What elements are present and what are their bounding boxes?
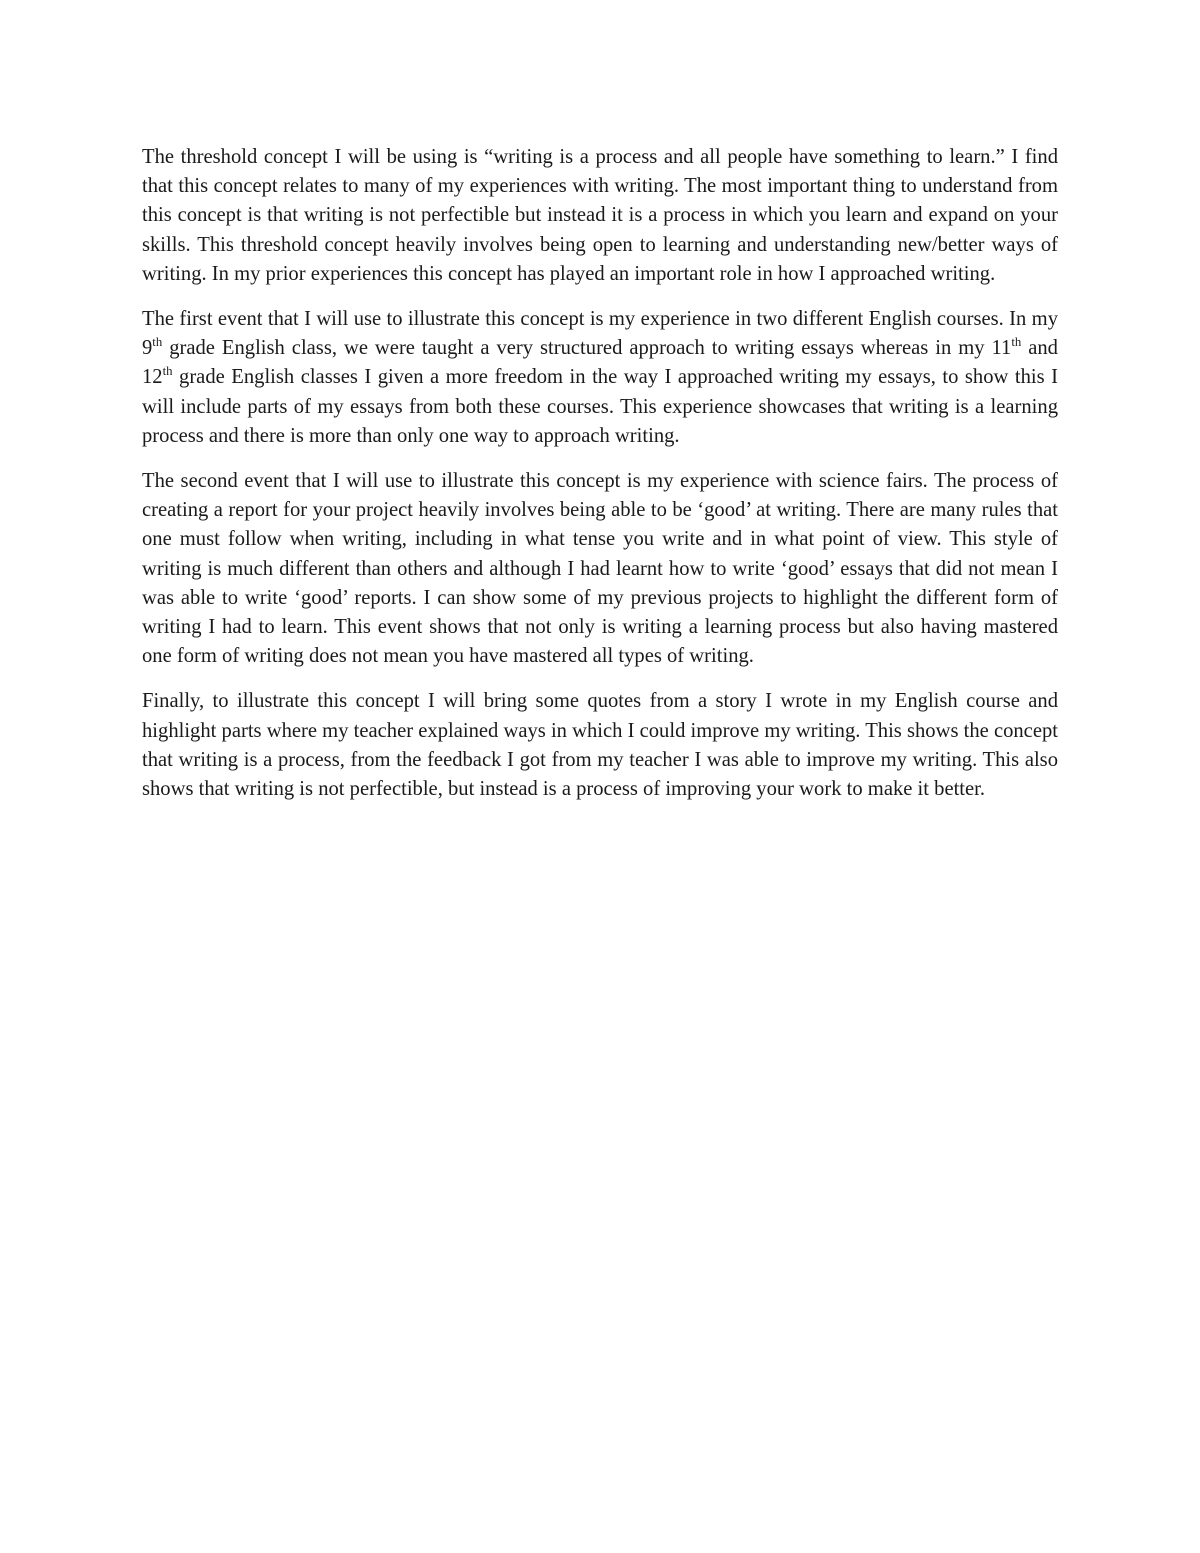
document-body [142, 143, 1058, 820]
ordinal-suffix: th [152, 334, 163, 349]
paragraph-text: grade English classes I given a more freedom in the way I approached writing my essays, to show this I will include parts of my essays from both these courses. This experience showcases that writing is a learning process and there is more than only one way to approach writing. [142, 366, 1058, 447]
paragraph-finally [142, 687, 1058, 804]
paragraph-first-event [142, 305, 1058, 451]
paragraph-second-event [142, 467, 1058, 671]
ordinal-suffix: th [1011, 334, 1022, 349]
paragraph-text: The first event that I will use to illustrate this concept is my experience in two different English courses. In my 9 [142, 308, 1058, 360]
paragraph-text: grade English class, we were taught a very structured approach to writing essays whereas in my 11 [162, 337, 1012, 360]
ordinal-suffix: th [162, 363, 173, 378]
paragraph-text: The threshold concept I will be using is “writing is a process and all people have something to learn.” I find that this concept relates to many of my experiences with writing. The most important thing to understand from this concept is that writing is not perfectible but instead it is a process in which you learn and expand on your skills. This threshold concept heavily involves being open to learning and understanding new/better ways of writing. In my prior experiences this concept has played an important role in how I approached writing. [142, 146, 1058, 285]
paragraph-text: Finally, to illustrate this concept I will bring some quotes from a story I wrote in my English course and highlight parts where my teacher explained ways in which I could improve my writing. This shows the concept that writing is a process, from the feedback I got from my teacher I was able to improve my writing. This also shows that writing is not perfectible, but instead is a process of improving your work to make it better. [142, 690, 1058, 801]
paragraph-text: and 12 [142, 337, 1058, 389]
paragraph-text: The second event that I will use to illustrate this concept is my experience with science fairs. The process of creating a report for your project heavily involves being able to be ‘good’ at writing. There are many rules that one must follow when writing, including in what tense you write and in what point of view. This style of writing is much different than others and although I had learnt how to write ‘good’ essays that did not mean I was able to write ‘good’ reports. I can show some of my previous projects to highlight the different form of writing I had to learn. This event shows that not only is writing a learning process but also having mastered one form of writing does not mean you have mastered all types of writing. [142, 470, 1058, 668]
paragraph-threshold-concept [142, 143, 1058, 289]
